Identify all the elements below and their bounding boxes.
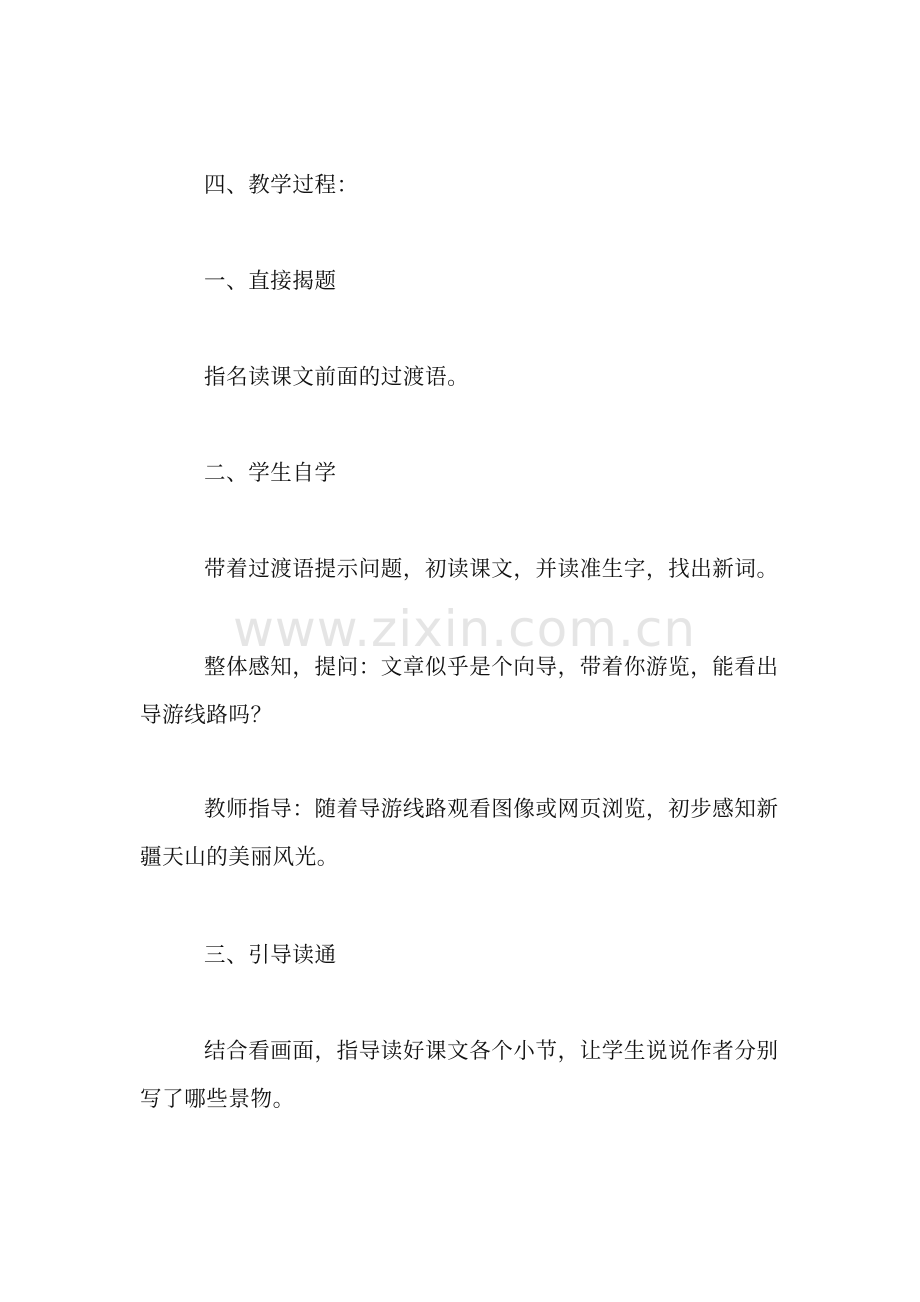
- step-heading-3: 三、引导读通: [204, 943, 337, 968]
- paragraph: 指名读课文前面的过渡语。: [204, 365, 470, 390]
- step-heading-2: 二、学生自学: [204, 461, 337, 486]
- paragraph: 带着过渡语提示问题，初读课文，并读准生字，找出新词。: [204, 557, 779, 582]
- step-heading-1: 一、直接揭题: [204, 269, 337, 294]
- paragraph: 教师指导：随着导游线路观看图像或网页浏览，初步感知新疆天山的美丽风光。: [140, 797, 779, 870]
- watermark: www.zixin.com.cn: [233, 600, 697, 658]
- paragraph: 结合看画面，指导读好课文各个小节，让学生说说作者分别写了哪些景物。: [140, 1039, 779, 1112]
- paragraph: 整体感知，提问：文章似乎是个向导，带着你游览，能看出导游线路吗？: [140, 655, 779, 728]
- section-heading-teaching-process: 四、教学过程：: [204, 173, 359, 198]
